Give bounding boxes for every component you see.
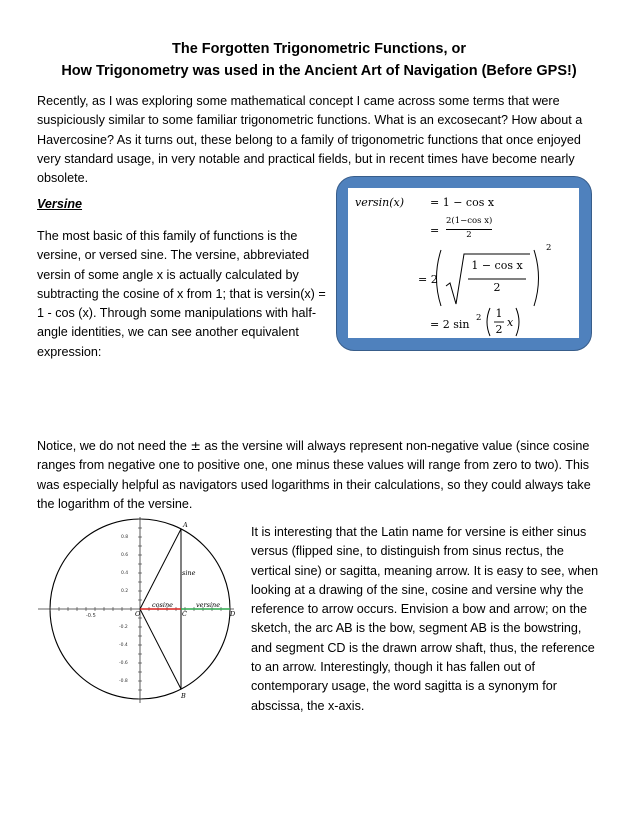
title-line-1: The Forgotten Trigonometric Functions, or: [171, 41, 467, 57]
notice-line: ranges from negative one to positive one, one minus these values will range from zero to two). This: [37, 458, 590, 473]
latin-line: contemporary usage, the word sagitta is a synonym for: [251, 679, 557, 694]
y-tick-label: 0.4: [121, 571, 129, 576]
intro-line: Recently, as I was exploring some mathematical concept I came across some terms that were: [37, 94, 560, 108]
formula-eq3-radical: [434, 246, 544, 310]
formula-eq4-parens: [484, 306, 524, 338]
latin-line: It is interesting that the Latin name for versine is either sinus: [251, 525, 587, 539]
versine-line: versine, or versed sine. The versine, abbreviated: [37, 248, 310, 263]
point-b-label: B: [181, 692, 186, 700]
formula-eq4-denominator: 2: [495, 323, 503, 336]
formula-eq4-variable: x: [507, 316, 514, 329]
formula-eq4-prefix: = 2 sin: [430, 318, 470, 331]
page-title: [0, 38, 638, 82]
latin-line: and segment CD is the drawn arrow shaft, thus, the reference: [251, 640, 595, 655]
radius-oa: [140, 529, 181, 609]
versine-line: expression:: [37, 344, 102, 359]
formula-eq2-prefix: =: [430, 224, 440, 237]
formula-eq4-exponent: 2: [476, 313, 482, 323]
versine-line: subtracting the cosine of x from 1; that is versin(x) =: [37, 286, 326, 301]
versine-line: angle identities, we can see another equivalent: [37, 325, 299, 340]
unit-circle-diagram: [36, 515, 236, 705]
formula-eq3-numerator: 1 − cos x: [471, 259, 523, 272]
notice-line: was especially helpful as navigators used logarithms in their calculations, so they could always take: [37, 477, 591, 492]
formula-eq1: = 1 − cos x: [430, 196, 495, 209]
notice-line-1-pre: Notice, we do not need the: [37, 439, 191, 453]
formula-eq3-prefix: = 2: [418, 273, 438, 286]
point-d-label: D: [230, 610, 236, 618]
latin-line: sketch, the arc AB is the bow, segment AB is the bowstring,: [251, 621, 582, 636]
point-c-label: C: [182, 610, 187, 618]
latin-line: abscissa, the x-axis.: [251, 698, 365, 713]
y-tick-label: 0.8: [121, 535, 129, 540]
y-tick-label: 0.2: [121, 589, 129, 594]
formula-eq2-numerator: 2(1−cos x): [446, 216, 493, 226]
versine-line: versin of some angle x is actually calculated by: [37, 267, 299, 282]
y-tick-label: -0.6: [119, 661, 128, 666]
latin-line: versus (flipped sine, to distinguish from sinus rectus, the: [251, 544, 564, 559]
versine-line: The most basic of this family of functions is the: [37, 229, 298, 243]
notice-paragraph: [37, 436, 617, 514]
intro-line: very standard usage, in very notable and practical fields, but in recent times have become nearly: [37, 151, 575, 166]
x-tick-label: -0.5: [86, 613, 96, 619]
notice-line-1-post: as the versine will always represent non-negative value (since cosine: [200, 439, 590, 453]
latin-line: reference to arrow occurs. Envision a bow and arrow; on the: [251, 602, 588, 617]
intro-line: obsolete.: [37, 171, 89, 186]
latin-line: to an arrow. Interestingly, though it has fallen out of: [251, 660, 535, 675]
versine-paragraph: [37, 227, 337, 362]
point-o-label: O: [135, 610, 141, 618]
y-tick-label: 0.6: [121, 553, 129, 558]
y-tick-label: -0.4: [119, 643, 128, 648]
formula-eq3-exponent: 2: [546, 243, 552, 253]
versine-line: 1 - cos (x). Through some manipulations with half-: [37, 306, 317, 321]
latin-paragraph: [251, 523, 611, 716]
formula-eq2-denominator: 2: [466, 230, 472, 240]
title-line-2: How Trigonometry was used in the Ancient Art of Navigation (Before GPS!): [61, 63, 577, 79]
notice-line-1: [37, 436, 617, 456]
latin-line: looking at a drawing of the sine, cosine and versine why the: [251, 582, 584, 597]
formula-panel: [348, 188, 579, 338]
versine-heading: Versine: [37, 197, 83, 211]
y-tick-label: -0.2: [119, 625, 128, 630]
y-tick-label: -0.8: [119, 679, 128, 684]
latin-line: vertical sine) or sagitta, meaning arrow. It is easy to see, when: [251, 563, 599, 578]
intro-line: suspiciously similar to some familiar trigonometric functions. What is an excosecant? How about a: [37, 113, 583, 128]
formula-box: [336, 176, 592, 351]
plus-minus-symbol: ±: [190, 438, 201, 453]
radius-ob: [140, 609, 181, 689]
versine-label: versine: [196, 601, 221, 609]
sine-label: sine: [182, 569, 196, 577]
formula-eq3-denominator: 2: [493, 281, 501, 294]
notice-line: the logarithm of the versine.: [37, 496, 193, 511]
intro-paragraph: [37, 92, 607, 188]
formula-lhs: versin(x): [355, 196, 405, 209]
intro-line: Havercosine? As it turns out, these belong to a family of trigonometric functions that once enjoyed: [37, 132, 581, 147]
point-a-label: A: [183, 521, 188, 529]
formula-eq4-numerator: 1: [495, 307, 503, 320]
cosine-label: cosine: [152, 601, 174, 609]
